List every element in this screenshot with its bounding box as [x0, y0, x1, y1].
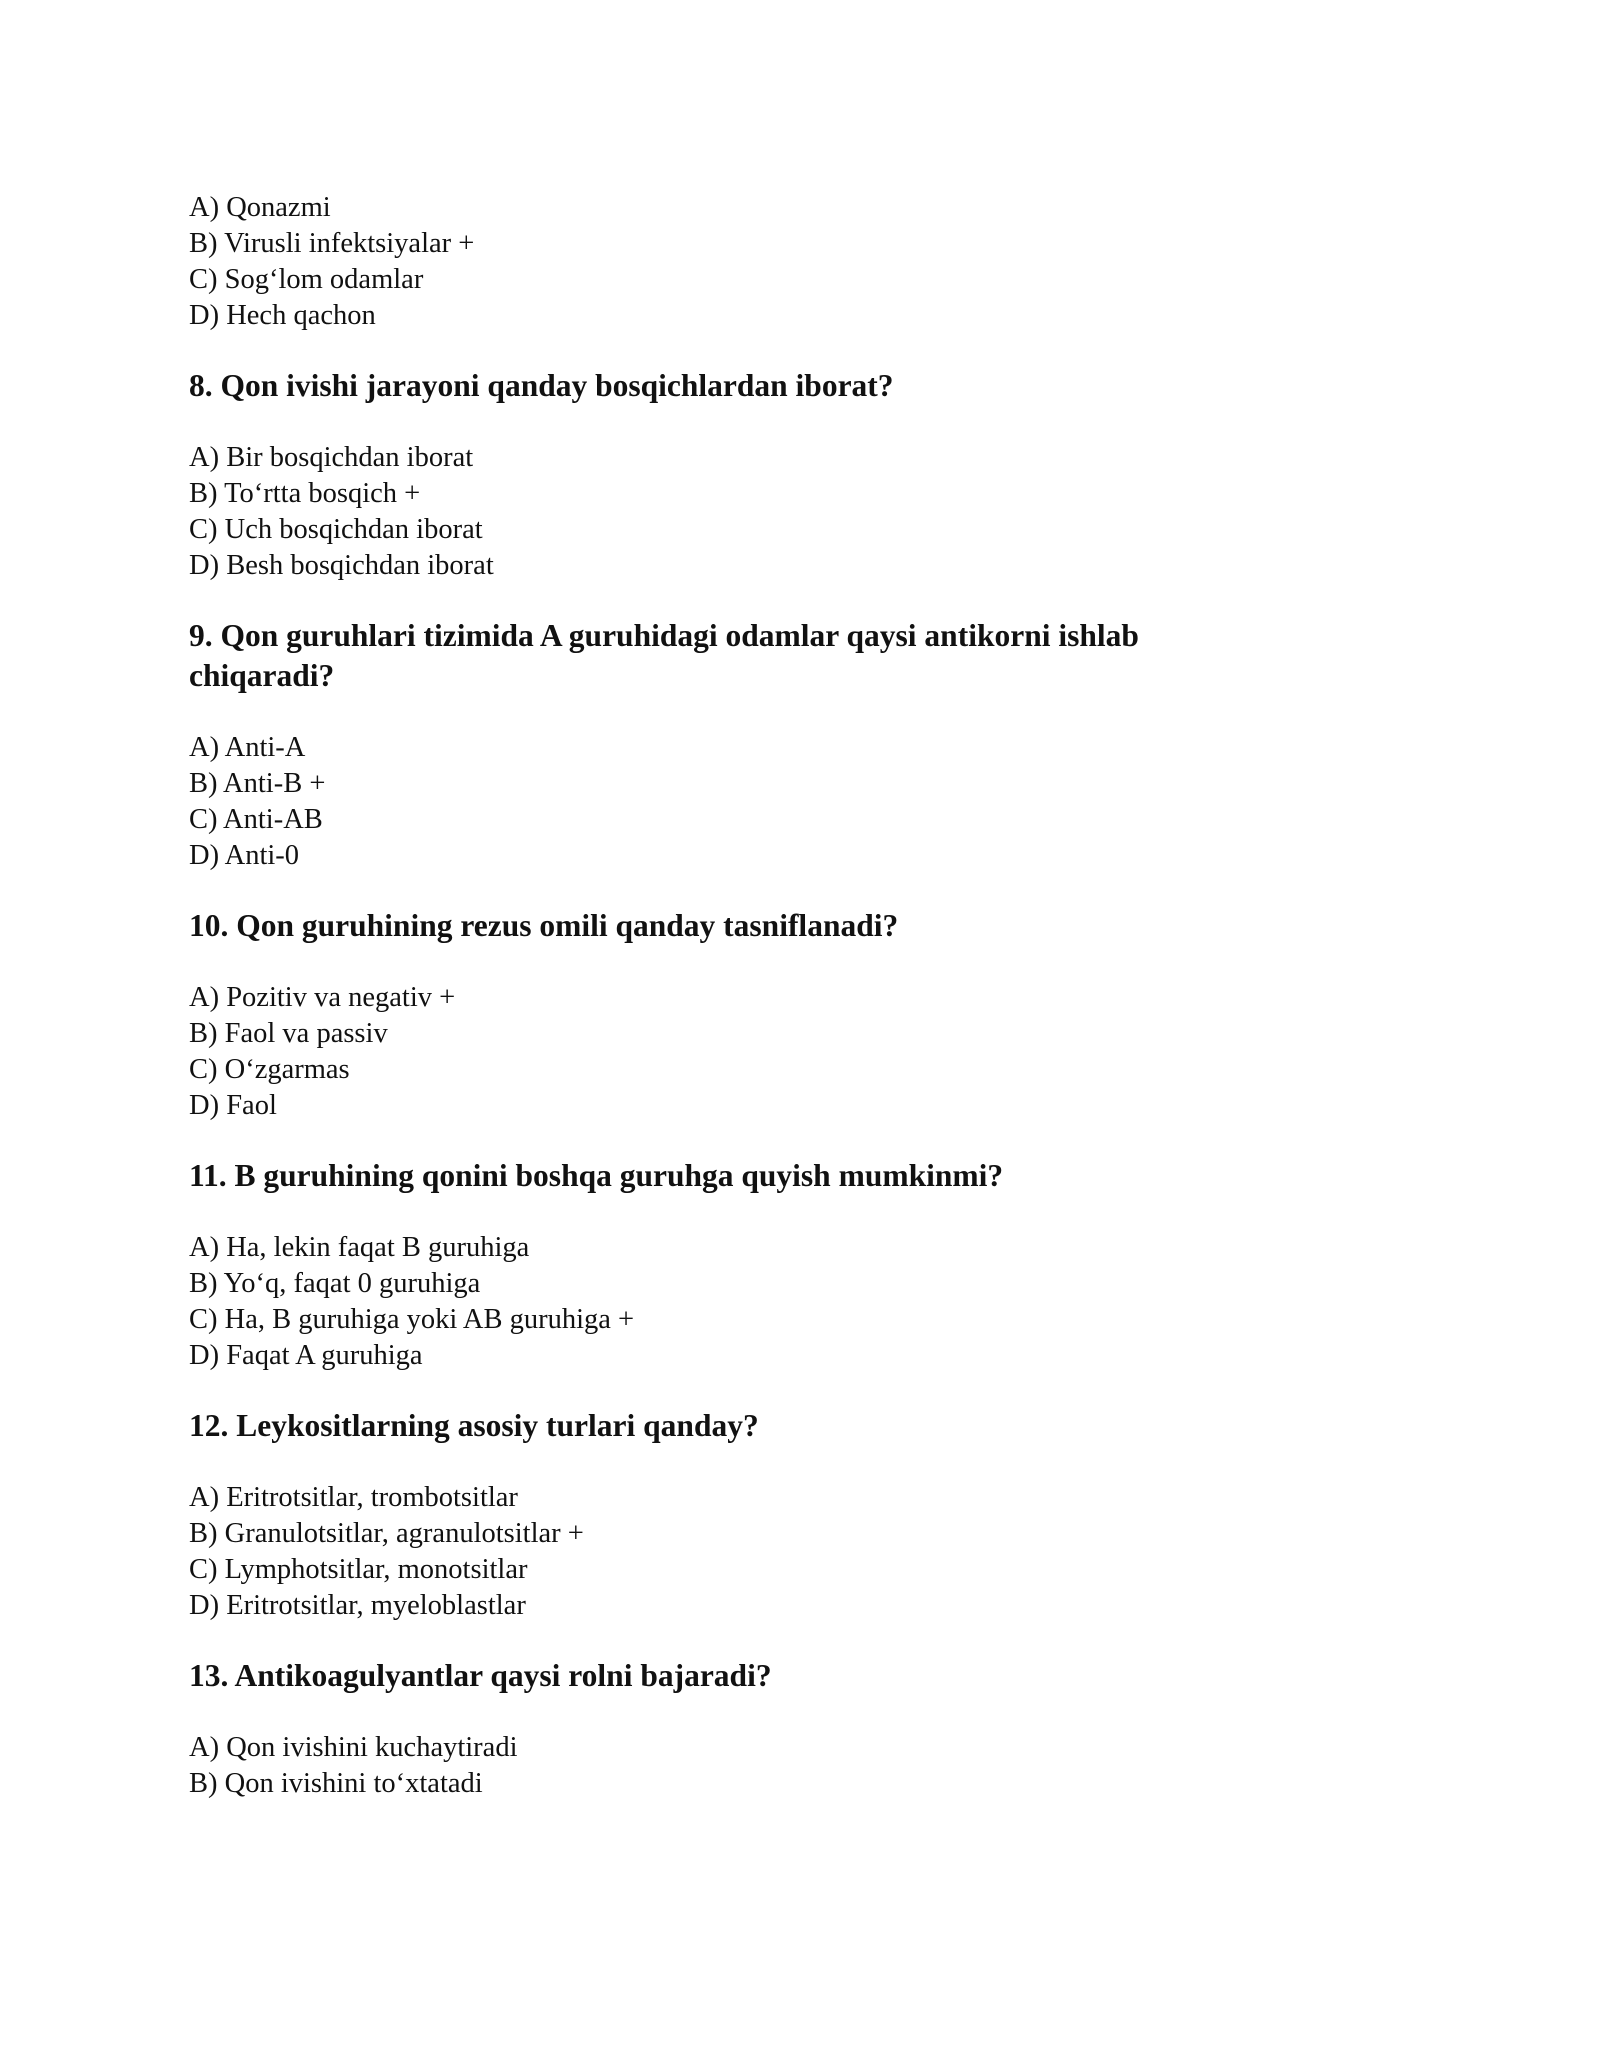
- question-title: 13. Antikoagulyantlar qaysi rolni bajaradi?: [189, 1658, 772, 1693]
- option-d: D) Hech qachon: [189, 300, 376, 331]
- option-b: B) Granulotsitlar, agranulotsitlar +: [189, 1518, 584, 1549]
- option-b: B) Anti-B +: [189, 768, 326, 799]
- option-d: D) Eritrotsitlar, myeloblastlar: [189, 1590, 526, 1621]
- question-title: 10. Qon guruhining rezus omili qanday tasniflanadi?: [189, 908, 899, 943]
- option-a: A) Qonazmi: [189, 192, 331, 223]
- options-list: [189, 1230, 1389, 1374]
- option-b: B) To‘rtta bosqich +: [189, 478, 421, 509]
- question-title-line-1: 9. Qon guruhlari tizimida A guruhidagi odamlar qaysi antikorni ishlab: [189, 618, 1139, 653]
- options-list: [189, 1730, 1389, 1802]
- question-9: [189, 616, 1389, 874]
- question-11: [189, 1156, 1389, 1374]
- option-b: B) Faol va passiv: [189, 1018, 388, 1049]
- question-title-line-2: chiqaradi?: [189, 658, 335, 693]
- option-a: A) Bir bosqichdan iborat: [189, 442, 474, 473]
- option-b: B) Virusli infektsiyalar +: [189, 228, 475, 259]
- option-a: A) Qon ivishini kuchaytiradi: [189, 1732, 518, 1763]
- options-list: [189, 1480, 1389, 1624]
- question-7-options: [189, 190, 1389, 334]
- question-title: 12. Leykositlarning asosiy turlari qanday?: [189, 1408, 759, 1443]
- options-list: [189, 980, 1389, 1124]
- option-a: A) Anti-A: [189, 732, 306, 763]
- options-list: [189, 730, 1389, 874]
- option-c: C) O‘zgarmas: [189, 1054, 350, 1085]
- question-12: [189, 1406, 1389, 1624]
- question-13: [189, 1656, 1389, 1802]
- option-a: A) Eritrotsitlar, trombotsitlar: [189, 1482, 518, 1513]
- option-b: B) Yo‘q, faqat 0 guruhiga: [189, 1268, 481, 1299]
- option-c: C) Sog‘lom odamlar: [189, 264, 424, 295]
- options-list: [189, 440, 1389, 584]
- option-c: C) Lymphotsitlar, monotsitlar: [189, 1554, 528, 1585]
- document-page: [189, 190, 1389, 1834]
- option-d: D) Faol: [189, 1090, 277, 1121]
- option-a: A) Ha, lekin faqat B guruhiga: [189, 1232, 530, 1263]
- option-d: D) Besh bosqichdan iborat: [189, 550, 494, 581]
- question-title: 11. B guruhining qonini boshqa guruhga quyish mumkinmi?: [189, 1158, 1004, 1193]
- option-b: B) Qon ivishini to‘xtatadi: [189, 1768, 483, 1799]
- question-10: [189, 906, 1389, 1124]
- option-a: A) Pozitiv va negativ +: [189, 982, 456, 1013]
- question-title: [189, 616, 1389, 696]
- question-8: [189, 366, 1389, 584]
- option-d: D) Faqat A guruhiga: [189, 1340, 423, 1371]
- option-c: C) Anti-AB: [189, 804, 323, 835]
- question-title: 8. Qon ivishi jarayoni qanday bosqichlardan iborat?: [189, 368, 894, 403]
- option-d: D) Anti-0: [189, 840, 300, 871]
- option-c: C) Ha, B guruhiga yoki AB guruhiga +: [189, 1304, 635, 1335]
- option-c: C) Uch bosqichdan iborat: [189, 514, 483, 545]
